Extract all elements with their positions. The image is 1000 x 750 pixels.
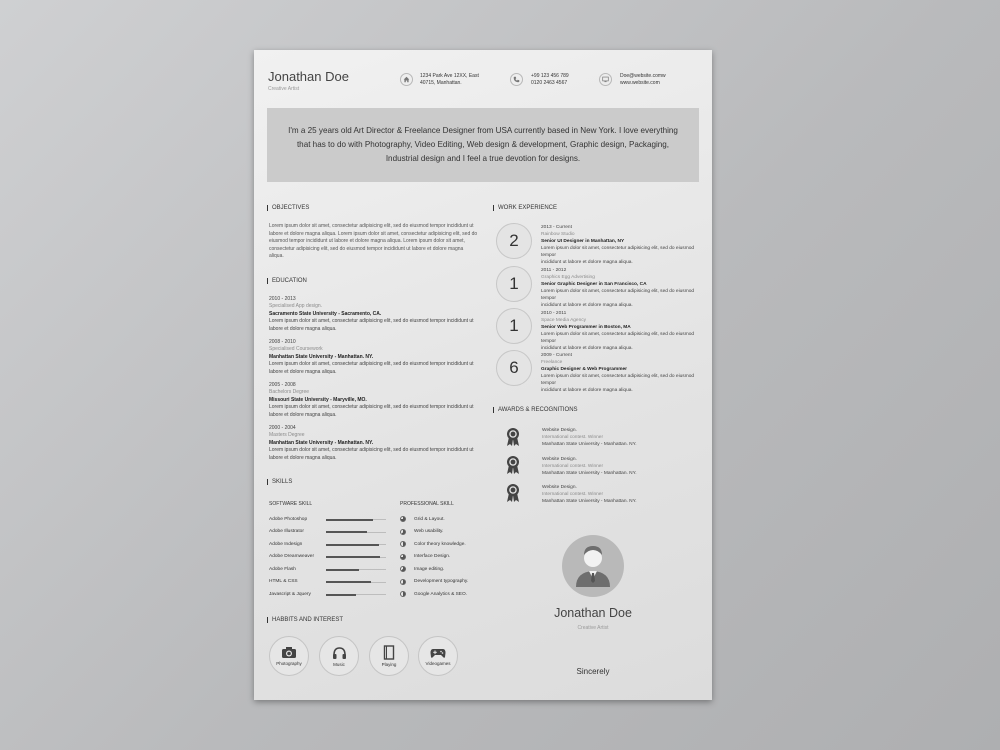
gamepad-icon [430, 647, 446, 659]
skill-bar-track [326, 594, 386, 595]
email-line[interactable]: Doe@website.comw [620, 73, 666, 79]
software-skill-row [269, 526, 394, 539]
skill-bar-fill [326, 531, 367, 533]
hobby-label: Photography [276, 661, 302, 666]
software-skill-row [269, 576, 394, 589]
work-company: Graphics Egg Advertising [541, 275, 595, 280]
education-entry [269, 296, 479, 333]
work-desc: incididunt ut labore et dolore magna aliqua. [541, 346, 633, 351]
skills-heading: SKILLS [267, 479, 292, 485]
objectives-line: Lorem ipsum dolor sit amet, consectetur adipisicing elit, sed do eiusmod tempor incididunt ut [269, 223, 474, 229]
award-school: Manhattan State University - Manhattan. NY. [542, 499, 637, 505]
phone-line-2: 0120 2463 4567 [531, 80, 568, 86]
signature-name: Jonathan Doe [554, 606, 632, 620]
skill-bar-fill [326, 581, 371, 583]
education-desc: labore et dolore magna aliqua. [269, 454, 337, 461]
work-company: Space Media Agency [541, 318, 587, 323]
signature-title: Creative Artist [577, 625, 609, 631]
phone-line-1: +99 123 456 789 [531, 73, 569, 79]
address-line-2: 40715, Manhattan. [420, 80, 462, 86]
professional-skill-label: Image editing. [414, 566, 445, 572]
professional-skill-row [400, 526, 510, 539]
skill-pie-icon [400, 591, 406, 597]
camera-icon [281, 646, 297, 659]
header-title: Creative Artist [268, 86, 300, 92]
work-desc: Lorem ipsum dolor sit amet, consectetur adipisicing elit, sed do eiusmod tempor [541, 246, 695, 258]
skill-bar-track [326, 544, 386, 545]
skill-bar-fill [326, 544, 379, 546]
header-name: Jonathan Doe [268, 69, 349, 84]
software-skill-label: Adobe Indesign [269, 541, 303, 547]
work-desc: Lorem ipsum dolor sit amet, consectetur adipisicing elit, sed do eiusmod tempor [541, 374, 695, 386]
work-years-badge: 1 [496, 266, 532, 302]
work-years-badge: 1 [496, 308, 532, 344]
resume-page [254, 50, 712, 700]
objectives-heading: OBJECTIVES [267, 205, 309, 211]
work-years: 2010 - 2011 [541, 311, 567, 316]
skill-pie-icon [400, 566, 406, 572]
education-desc: Lorem ipsum dolor sit amet, consectetur adipisicing elit, sed do eiusmod tempor incididunt ut [269, 404, 474, 411]
software-skill-heading: SOFTWARE SKILL [269, 501, 313, 507]
skill-bar-track [326, 569, 386, 570]
hobby-label: Music [333, 661, 345, 667]
work-entry [541, 224, 701, 266]
home-icon [400, 73, 413, 86]
education-desc: labore et dolore magna aliqua. [269, 325, 337, 332]
work-years: 2009 - Current [541, 353, 572, 358]
software-skill-label: HTML & CSS [269, 579, 298, 585]
award-contest: International contest. Winner [542, 464, 604, 470]
skill-bar-fill [326, 594, 356, 596]
skill-bar-track [326, 582, 386, 583]
education-entry [269, 425, 479, 462]
objectives-text [269, 223, 479, 261]
award-entry [542, 427, 692, 449]
phone-icon [510, 73, 523, 86]
award-contest: International contest. Winner [542, 435, 604, 441]
work-company: Rainbow Studio [541, 232, 575, 237]
professional-skill-row [400, 513, 510, 526]
work-entry [541, 352, 701, 394]
skill-bar-track [326, 532, 386, 533]
software-skill-row [269, 513, 394, 526]
software-skill-row [269, 563, 394, 576]
education-school: Manhattan State University - Manhattan. NY. [269, 353, 374, 360]
education-years: 2005 - 2008 [269, 382, 296, 388]
work-desc: Lorem ipsum dolor sit amet, consectetur adipisicing elit, sed do eiusmod tempor [541, 289, 695, 301]
work-desc: incididunt ut labore et dolore magna aliqua. [541, 303, 633, 308]
award-entry [542, 484, 692, 506]
professional-skill-row [400, 588, 510, 601]
book-icon [383, 645, 395, 660]
education-degree: Masters Degree [269, 432, 305, 439]
professional-skill-label: Web usability. [414, 529, 444, 535]
education-years: 2000 - 2004 [269, 425, 296, 431]
award-contest: International contest. Winner [542, 492, 604, 498]
education-desc: Lorem ipsum dolor sit amet, consectetur adipisicing elit, sed do eiusmod tempor incididunt ut [269, 318, 474, 325]
professional-skill-list [400, 513, 510, 601]
award-school: Manhattan State University - Manhattan. NY. [542, 471, 637, 477]
software-skill-label: Adobe Photoshop [269, 516, 308, 522]
education-desc: labore et dolore magna aliqua. [269, 411, 337, 418]
software-skill-list [269, 513, 394, 601]
award-name: Website Design. [542, 457, 577, 462]
work-desc: incididunt ut labore et dolore magna aliqua. [541, 388, 633, 393]
ribbon-medal-icon [505, 455, 521, 480]
education-entry [269, 382, 479, 419]
education-years: 2008 - 2010 [269, 339, 296, 345]
award-entry [542, 456, 692, 478]
work-years: 2011 - 2012 [541, 268, 567, 273]
education-heading: EDUCATION [267, 278, 307, 284]
education-school: Manhattan State University - Manhattan. NY. [269, 439, 374, 446]
software-skill-label: Javascript & Jquery [269, 591, 311, 597]
hobby-label: Playing [381, 662, 397, 667]
objectives-line: consectetur adipisicing elit, sed do eiusmod tempor incididunt ut labore et dolore magna aliqua. [269, 245, 464, 260]
intro-summary: I'm a 25 years old Art Director & Freelance Designer from USA currently based in New York. I love everything that has to do with Photography, Video Editing, Web design & development, Graphic design, Packaging, Industrial design and I feel a true devotion for designs. [267, 108, 699, 182]
work-company: Freelance [541, 360, 563, 365]
work-role: Senior Graphic Designer in San Francisco, CA [541, 282, 647, 287]
professional-skill-label: Grid & Layout. [414, 516, 445, 522]
signature-closing: Sincerely [576, 667, 610, 676]
work-role: Senior UI Designer in Manhattan, NY [541, 239, 625, 244]
professional-skill-label: Development typography. [414, 579, 469, 585]
headphones-icon [332, 646, 347, 660]
education-years: 2010 - 2013 [269, 296, 296, 302]
skill-bar-fill [326, 556, 380, 558]
address [420, 73, 479, 87]
software-skill-label: Adobe Flash [269, 566, 296, 572]
skill-pie-icon [400, 554, 406, 560]
objectives-line: eiusmod tempor incididunt ut labore et dolore magna aliqua. Lorem ipsum dolor sit amet, [269, 238, 465, 245]
work-role: Graphic Designer & Web Programmer [541, 367, 628, 372]
address-line-1: 1234 Park Ave 12XX, East [420, 73, 479, 79]
hobbies-heading: HABBITS AND INTEREST [267, 617, 343, 623]
software-skill-label: Adobe Dreamweaver [269, 554, 315, 560]
award-name: Website Design. [542, 485, 577, 490]
work-role: Senior Web Programmer in Boston, MA [541, 325, 631, 330]
work-heading: WORK EXPERIENCE [493, 205, 557, 211]
professional-skill-row [400, 576, 510, 589]
award-school: Manhattan State University - Manhattan. NY. [542, 442, 637, 448]
skill-bar-track [326, 557, 386, 558]
hobby-label: Videogames [425, 660, 451, 666]
ribbon-medal-icon [505, 427, 521, 452]
hobby-videogames [418, 636, 458, 676]
hobby-photography [269, 636, 309, 676]
awards-heading: AWARDS & RECOGNITIONS [493, 407, 578, 413]
work-years-badge: 6 [496, 350, 532, 386]
skill-bar-fill [326, 519, 373, 521]
education-degree: Specialised App design. [269, 303, 323, 310]
software-skill-label: Adobe Illustrator [269, 529, 304, 535]
education-school: Sacramento State University - Sacramento, CA. [269, 310, 382, 317]
work-entry [541, 310, 701, 352]
software-skill-row [269, 538, 394, 551]
education-entry [269, 339, 479, 376]
education-desc: labore et dolore magna aliqua. [269, 368, 337, 375]
work-years-badge: 2 [496, 223, 532, 259]
professional-skill-heading: PROFESSIONAL SKILL [400, 501, 454, 507]
work-desc: incididunt ut labore et dolore magna aliqua. [541, 260, 633, 265]
skill-pie-icon [400, 516, 406, 522]
work-years: 2013 - Current [541, 225, 572, 230]
objectives-line: labore et dolore magna aliqua. Lorem ipsum dolor sit amet, consectetur adipisicing elit, sed do [269, 230, 478, 237]
software-skill-row [269, 551, 394, 564]
skill-bar-track [326, 519, 386, 520]
education-desc: Lorem ipsum dolor sit amet, consectetur adipisicing elit, sed do eiusmod tempor incididunt ut [269, 361, 474, 368]
education-degree: Specialised Coursework [269, 346, 323, 353]
education-school: Missouri State University - Maryville, MO. [269, 396, 367, 403]
professional-skill-label: Interface Design. [414, 554, 451, 560]
skill-pie-icon [400, 529, 406, 535]
phone-numbers [531, 73, 569, 87]
ribbon-medal-icon [505, 483, 521, 508]
education-degree: Bachelors Degree [269, 389, 310, 396]
education-desc: Lorem ipsum dolor sit amet, consectetur adipisicing elit, sed do eiusmod tempor incididunt ut [269, 447, 474, 454]
award-name: Website Design. [542, 428, 577, 433]
software-skill-row [269, 588, 394, 601]
skill-pie-icon [400, 541, 406, 547]
professional-skill-label: Google Analytics & SEO. [414, 591, 468, 597]
website-line[interactable]: www.website.com [620, 80, 660, 86]
user-avatar-icon [562, 535, 624, 597]
skill-pie-icon [400, 579, 406, 585]
professional-skill-row [400, 551, 510, 564]
hobby-music [319, 636, 359, 676]
professional-skill-row [400, 538, 510, 551]
hobby-playing [369, 636, 409, 676]
professional-skill-label: Color theory knowledge. [414, 541, 466, 547]
work-desc: Lorem ipsum dolor sit amet, consectetur adipisicing elit, sed do eiusmod tempor [541, 332, 695, 344]
professional-skill-row [400, 563, 510, 576]
skill-bar-fill [326, 569, 359, 571]
work-entry [541, 267, 701, 309]
monitor-icon [599, 73, 612, 86]
email-web [620, 73, 666, 87]
